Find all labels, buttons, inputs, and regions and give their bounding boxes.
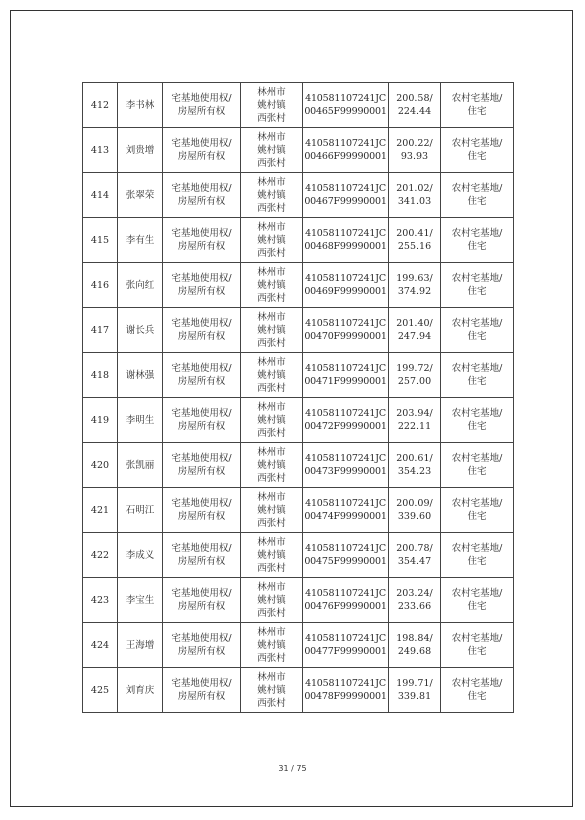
right-type-line: 宅基地使用权/: [171, 273, 232, 284]
land-use-line: 农村宅基地/: [451, 543, 503, 554]
holder-name-cell: 李宝生: [118, 578, 163, 623]
right-type-line: 房屋所有权: [177, 196, 226, 207]
area-cell: [389, 488, 441, 533]
parcel-code-cell: [303, 128, 389, 173]
location-line: 西张村: [257, 652, 286, 664]
location-line: 姚村镇: [257, 684, 286, 696]
area-line: 200.41/: [396, 228, 433, 239]
land-use-line: 农村宅基地/: [451, 363, 503, 374]
area-line: 200.78/: [396, 543, 433, 554]
right-type-line: 宅基地使用权/: [171, 318, 232, 329]
parcel-code-cell: [303, 488, 389, 533]
location-line: 姚村镇: [257, 549, 286, 561]
table-row: [83, 218, 514, 263]
land-use-line: 农村宅基地/: [451, 498, 503, 509]
land-use-cell: [441, 443, 514, 488]
holder-name-cell: 张凯丽: [118, 443, 163, 488]
right-type-line: 宅基地使用权/: [171, 498, 232, 509]
land-use-line: 农村宅基地/: [451, 318, 503, 329]
location-cell: [241, 398, 303, 443]
right-type-line: 房屋所有权: [177, 151, 226, 162]
parcel-code-line: 00470F99990001: [304, 331, 387, 342]
area-line: 354.47: [397, 556, 432, 567]
parcel-code-line: 00466F99990001: [304, 151, 387, 162]
location-line: 西张村: [257, 697, 286, 709]
location-cell: [241, 443, 303, 488]
holder-name-cell: 张向红: [118, 263, 163, 308]
parcel-code-cell: [303, 623, 389, 668]
right-type-cell: [163, 173, 241, 218]
location-line: 西张村: [257, 247, 286, 259]
right-type-cell: [163, 128, 241, 173]
land-use-cell: [441, 218, 514, 263]
parcel-code-line: 410581107241JC: [305, 453, 386, 464]
right-type-cell: [163, 668, 241, 713]
record-number-cell: 418: [83, 353, 118, 398]
location-line: 姚村镇: [257, 99, 286, 111]
land-use-line: 住宅: [467, 421, 487, 432]
location-line: 姚村镇: [257, 639, 286, 651]
right-type-line: 房屋所有权: [177, 376, 226, 387]
record-number-cell: 412: [83, 83, 118, 128]
location-line: 林州市: [257, 626, 286, 638]
land-use-line: 住宅: [467, 466, 487, 477]
area-cell: [389, 578, 441, 623]
land-use-cell: [441, 488, 514, 533]
table-row: [83, 398, 514, 443]
land-use-cell: [441, 533, 514, 578]
parcel-code-cell: [303, 668, 389, 713]
land-use-cell: [441, 353, 514, 398]
area-line: 354.23: [397, 466, 432, 477]
parcel-code-cell: [303, 83, 389, 128]
area-line: 203.94/: [396, 408, 433, 419]
holder-name-cell: 王海增: [118, 623, 163, 668]
parcel-code-line: 00469F99990001: [304, 286, 387, 297]
table-row: [83, 308, 514, 353]
land-use-line: 农村宅基地/: [451, 588, 503, 599]
page-number: 31 / 75: [278, 764, 307, 773]
land-use-line: 住宅: [467, 151, 487, 162]
parcel-code-cell: [303, 533, 389, 578]
table-row: [83, 623, 514, 668]
location-line: 林州市: [257, 266, 286, 278]
right-type-line: 宅基地使用权/: [171, 408, 232, 419]
right-type-cell: [163, 83, 241, 128]
area-line: 233.66: [397, 601, 432, 612]
parcel-code-line: 00476F99990001: [304, 601, 387, 612]
location-cell: [241, 533, 303, 578]
right-type-line: 宅基地使用权/: [171, 678, 232, 689]
table-row: [83, 488, 514, 533]
right-type-line: 宅基地使用权/: [171, 633, 232, 644]
location-line: 姚村镇: [257, 324, 286, 336]
area-line: 341.03: [397, 196, 432, 207]
area-cell: [389, 443, 441, 488]
parcel-code-line: 00473F99990001: [304, 466, 387, 477]
area-line: 199.71/: [396, 678, 433, 689]
location-line: 西张村: [257, 112, 286, 124]
record-number-cell: 417: [83, 308, 118, 353]
record-number-cell: 413: [83, 128, 118, 173]
right-type-line: 宅基地使用权/: [171, 543, 232, 554]
record-number-cell: 414: [83, 173, 118, 218]
area-cell: [389, 308, 441, 353]
location-line: 姚村镇: [257, 504, 286, 516]
location-line: 西张村: [257, 427, 286, 439]
land-use-line: 住宅: [467, 106, 487, 117]
location-line: 林州市: [257, 176, 286, 188]
area-line: 200.61/: [396, 453, 433, 464]
table-row: [83, 668, 514, 713]
holder-name-cell: 谢林强: [118, 353, 163, 398]
parcel-code-cell: [303, 173, 389, 218]
parcel-code-line: 410581107241JC: [305, 363, 386, 374]
land-use-cell: [441, 83, 514, 128]
location-line: 西张村: [257, 382, 286, 394]
location-line: 林州市: [257, 446, 286, 458]
right-type-line: 宅基地使用权/: [171, 588, 232, 599]
land-use-line: 农村宅基地/: [451, 633, 503, 644]
parcel-code-cell: [303, 398, 389, 443]
area-line: 339.81: [397, 691, 432, 702]
table-row: [83, 533, 514, 578]
area-cell: [389, 128, 441, 173]
parcel-code-line: 410581107241JC: [305, 543, 386, 554]
location-line: 西张村: [257, 517, 286, 529]
parcel-code-line: 00465F99990001: [304, 106, 387, 117]
record-number-cell: 424: [83, 623, 118, 668]
location-cell: [241, 128, 303, 173]
location-line: 西张村: [257, 472, 286, 484]
location-line: 林州市: [257, 86, 286, 98]
location-line: 林州市: [257, 356, 286, 368]
parcel-code-line: 410581107241JC: [305, 318, 386, 329]
right-type-line: 宅基地使用权/: [171, 228, 232, 239]
land-use-cell: [441, 398, 514, 443]
right-type-line: 房屋所有权: [177, 331, 226, 342]
location-cell: [241, 668, 303, 713]
area-cell: [389, 353, 441, 398]
parcel-code-line: 00477F99990001: [304, 646, 387, 657]
location-line: 姚村镇: [257, 189, 286, 201]
right-type-cell: [163, 488, 241, 533]
area-cell: [389, 83, 441, 128]
records-table-body: [83, 83, 514, 713]
right-type-line: 宅基地使用权/: [171, 93, 232, 104]
area-line: 199.63/: [396, 273, 433, 284]
area-line: 339.60: [397, 511, 432, 522]
record-number-cell: 422: [83, 533, 118, 578]
right-type-line: 房屋所有权: [177, 421, 226, 432]
land-use-line: 农村宅基地/: [451, 453, 503, 464]
table-row: [83, 128, 514, 173]
parcel-code-line: 00478F99990001: [304, 691, 387, 702]
parcel-code-cell: [303, 353, 389, 398]
location-line: 林州市: [257, 491, 286, 503]
land-use-line: 农村宅基地/: [451, 408, 503, 419]
location-cell: [241, 218, 303, 263]
right-type-cell: [163, 398, 241, 443]
right-type-line: 宅基地使用权/: [171, 453, 232, 464]
right-type-cell: [163, 443, 241, 488]
holder-name-cell: 石明江: [118, 488, 163, 533]
parcel-code-cell: [303, 263, 389, 308]
land-use-cell: [441, 263, 514, 308]
location-cell: [241, 353, 303, 398]
land-use-cell: [441, 623, 514, 668]
land-use-line: 农村宅基地/: [451, 138, 503, 149]
right-type-cell: [163, 263, 241, 308]
land-use-line: 住宅: [467, 376, 487, 387]
record-number-cell: 425: [83, 668, 118, 713]
area-line: 247.94: [397, 331, 432, 342]
land-use-cell: [441, 308, 514, 353]
right-type-line: 宅基地使用权/: [171, 363, 232, 374]
land-use-line: 农村宅基地/: [451, 228, 503, 239]
location-line: 姚村镇: [257, 459, 286, 471]
location-cell: [241, 578, 303, 623]
location-cell: [241, 308, 303, 353]
right-type-line: 房屋所有权: [177, 556, 226, 567]
parcel-code-line: 410581107241JC: [305, 633, 386, 644]
parcel-code-line: 410581107241JC: [305, 498, 386, 509]
area-cell: [389, 623, 441, 668]
location-line: 姚村镇: [257, 234, 286, 246]
record-number-cell: 423: [83, 578, 118, 623]
parcel-code-cell: [303, 218, 389, 263]
area-line: 200.09/: [396, 498, 433, 509]
land-use-line: 住宅: [467, 601, 487, 612]
record-number-cell: 421: [83, 488, 118, 533]
area-line: 224.44: [397, 106, 432, 117]
parcel-code-cell: [303, 578, 389, 623]
parcel-code-line: 410581107241JC: [305, 93, 386, 104]
area-line: 201.02/: [396, 183, 433, 194]
area-line: 199.72/: [396, 363, 433, 374]
area-cell: [389, 173, 441, 218]
record-number-cell: 415: [83, 218, 118, 263]
land-use-line: 住宅: [467, 646, 487, 657]
location-line: 西张村: [257, 562, 286, 574]
right-type-cell: [163, 578, 241, 623]
location-line: 林州市: [257, 671, 286, 683]
parcel-code-line: 00467F99990001: [304, 196, 387, 207]
location-line: 林州市: [257, 221, 286, 233]
table-row: [83, 353, 514, 398]
right-type-line: 房屋所有权: [177, 106, 226, 117]
location-cell: [241, 173, 303, 218]
table-row: [83, 83, 514, 128]
land-use-line: 住宅: [467, 286, 487, 297]
parcel-code-line: 00468F99990001: [304, 241, 387, 252]
parcel-code-line: 00475F99990001: [304, 556, 387, 567]
area-cell: [389, 533, 441, 578]
area-line: 93.93: [400, 151, 429, 162]
parcel-code-line: 410581107241JC: [305, 183, 386, 194]
land-use-line: 农村宅基地/: [451, 183, 503, 194]
location-line: 姚村镇: [257, 144, 286, 156]
location-line: 林州市: [257, 581, 286, 593]
parcel-code-line: 00471F99990001: [304, 376, 387, 387]
area-line: 249.68: [397, 646, 432, 657]
area-line: 200.58/: [396, 93, 433, 104]
land-use-line: 住宅: [467, 511, 487, 522]
table-row: [83, 173, 514, 218]
location-cell: [241, 263, 303, 308]
location-line: 西张村: [257, 292, 286, 304]
location-cell: [241, 488, 303, 533]
parcel-code-line: 410581107241JC: [305, 138, 386, 149]
area-line: 201.40/: [396, 318, 433, 329]
location-cell: [241, 83, 303, 128]
holder-name-cell: 刘育庆: [118, 668, 163, 713]
holder-name-cell: 谢长兵: [118, 308, 163, 353]
location-line: 西张村: [257, 337, 286, 349]
parcel-code-cell: [303, 443, 389, 488]
land-use-cell: [441, 128, 514, 173]
right-type-line: 房屋所有权: [177, 646, 226, 657]
land-use-line: 住宅: [467, 556, 487, 567]
area-line: 255.16: [397, 241, 432, 252]
location-line: 林州市: [257, 401, 286, 413]
location-line: 姚村镇: [257, 279, 286, 291]
area-cell: [389, 398, 441, 443]
right-type-cell: [163, 533, 241, 578]
parcel-code-cell: [303, 308, 389, 353]
right-type-cell: [163, 308, 241, 353]
holder-name-cell: 李有生: [118, 218, 163, 263]
right-type-cell: [163, 353, 241, 398]
holder-name-cell: 李成义: [118, 533, 163, 578]
location-cell: [241, 623, 303, 668]
holder-name-cell: 李书林: [118, 83, 163, 128]
area-line: 257.00: [397, 376, 432, 387]
parcel-code-line: 00474F99990001: [304, 511, 387, 522]
area-line: 203.24/: [396, 588, 433, 599]
area-line: 200.22/: [396, 138, 433, 149]
record-number-cell: 420: [83, 443, 118, 488]
right-type-line: 房屋所有权: [177, 286, 226, 297]
right-type-line: 房屋所有权: [177, 241, 226, 252]
area-cell: [389, 218, 441, 263]
holder-name-cell: 刘贵增: [118, 128, 163, 173]
location-line: 西张村: [257, 202, 286, 214]
area-line: 222.11: [397, 421, 432, 432]
right-type-line: 宅基地使用权/: [171, 138, 232, 149]
land-use-cell: [441, 578, 514, 623]
holder-name-cell: 李明生: [118, 398, 163, 443]
land-use-line: 住宅: [467, 691, 487, 702]
land-use-line: 农村宅基地/: [451, 273, 503, 284]
land-use-line: 农村宅基地/: [451, 93, 503, 104]
area-cell: [389, 263, 441, 308]
land-use-line: 住宅: [467, 196, 487, 207]
record-number-cell: 416: [83, 263, 118, 308]
location-line: 林州市: [257, 131, 286, 143]
location-line: 姚村镇: [257, 414, 286, 426]
location-line: 林州市: [257, 536, 286, 548]
location-line: 姚村镇: [257, 369, 286, 381]
right-type-line: 房屋所有权: [177, 511, 226, 522]
land-use-cell: [441, 668, 514, 713]
right-type-cell: [163, 623, 241, 668]
land-use-cell: [441, 173, 514, 218]
parcel-code-line: 410581107241JC: [305, 408, 386, 419]
right-type-line: 房屋所有权: [177, 601, 226, 612]
record-number-cell: 419: [83, 398, 118, 443]
table-row: [83, 578, 514, 623]
records-table: [82, 82, 514, 713]
parcel-code-line: 00472F99990001: [304, 421, 387, 432]
land-use-line: 住宅: [467, 241, 487, 252]
right-type-line: 宅基地使用权/: [171, 183, 232, 194]
area-line: 374.92: [397, 286, 432, 297]
land-use-line: 住宅: [467, 331, 487, 342]
location-line: 姚村镇: [257, 594, 286, 606]
location-line: 西张村: [257, 607, 286, 619]
right-type-cell: [163, 218, 241, 263]
right-type-line: 房屋所有权: [177, 466, 226, 477]
parcel-code-line: 410581107241JC: [305, 588, 386, 599]
parcel-code-line: 410581107241JC: [305, 678, 386, 689]
table-row: [83, 443, 514, 488]
area-cell: [389, 668, 441, 713]
location-line: 林州市: [257, 311, 286, 323]
parcel-code-line: 410581107241JC: [305, 228, 386, 239]
area-line: 198.84/: [396, 633, 433, 644]
parcel-code-line: 410581107241JC: [305, 273, 386, 284]
holder-name-cell: 张翠荣: [118, 173, 163, 218]
land-use-line: 农村宅基地/: [451, 678, 503, 689]
right-type-line: 房屋所有权: [177, 691, 226, 702]
location-line: 西张村: [257, 157, 286, 169]
table-row: [83, 263, 514, 308]
